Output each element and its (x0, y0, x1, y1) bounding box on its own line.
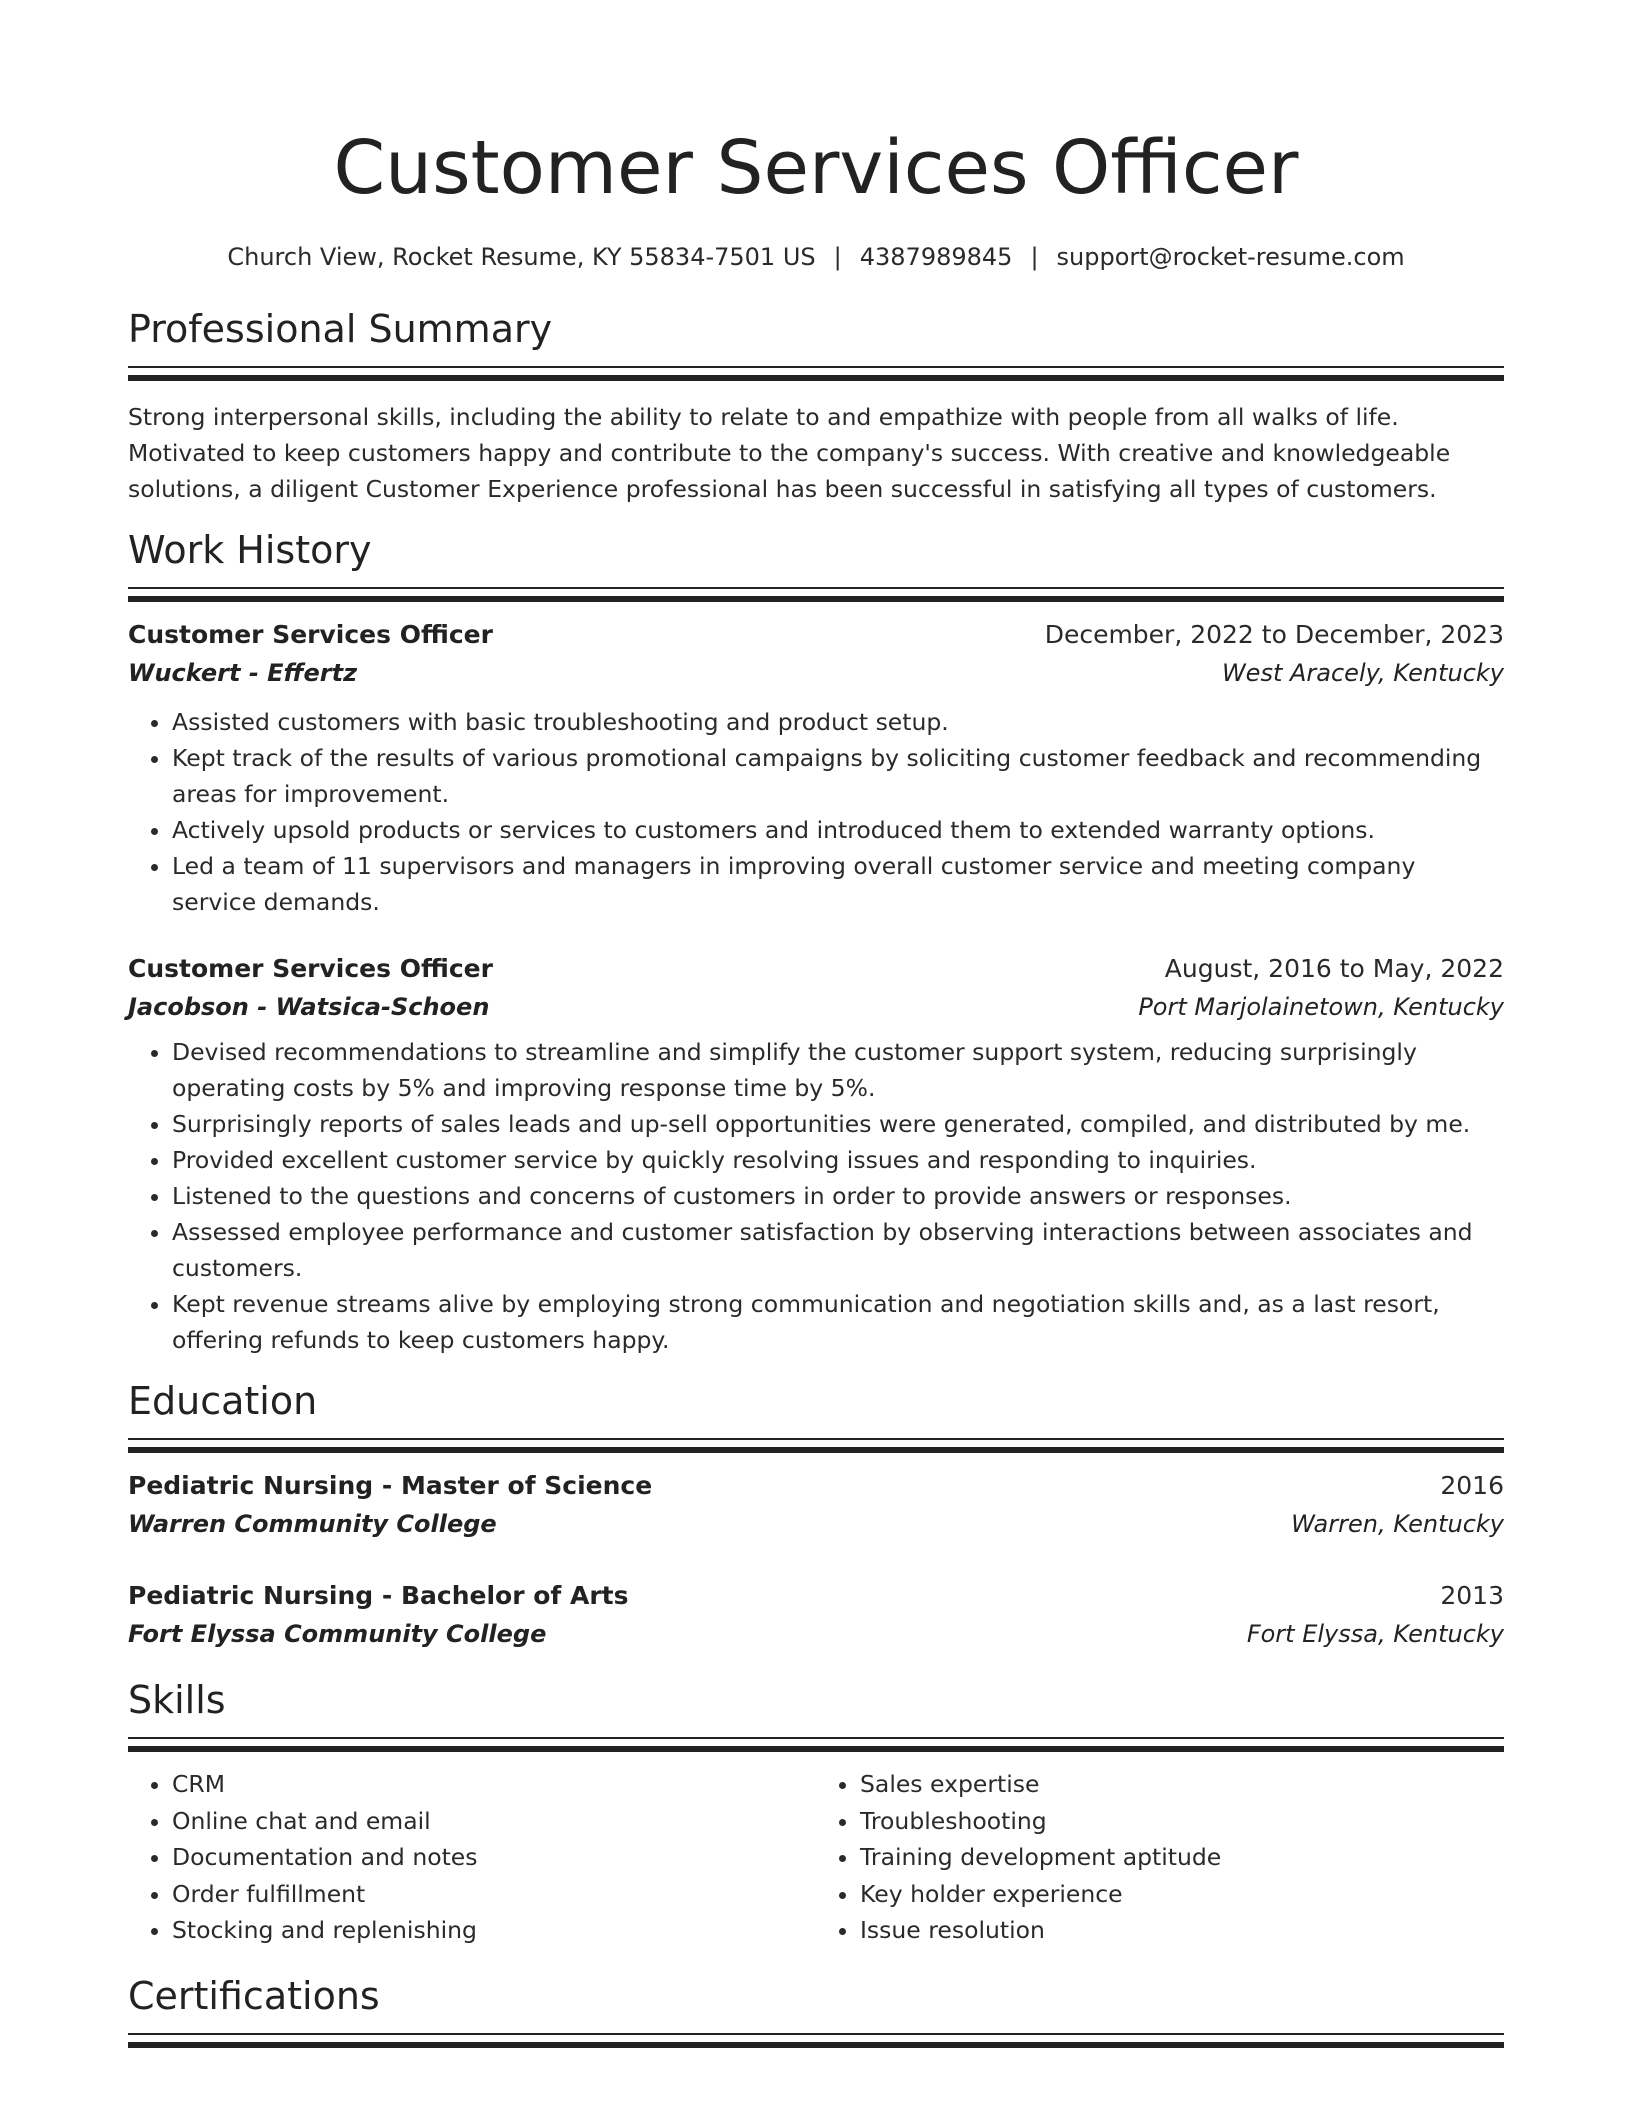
job-dates: December, 2022 to December, 2023 (1044, 620, 1504, 649)
list-item: • Kept revenue streams alive by employing strong communication and negotiation skills and, as a last resort, offering refunds to keep customers happy. (172, 1286, 1504, 1358)
section-rule-thick (128, 596, 1504, 602)
section-rule-thin (128, 366, 1504, 368)
job-bullets (128, 704, 1504, 920)
job-subheader (128, 654, 1504, 692)
contact-phone: 4387989845 (859, 243, 1013, 271)
list-item: • Training development aptitude (860, 1839, 1504, 1876)
section-rule-thick (128, 1447, 1504, 1453)
list-item: • Key holder experience (860, 1876, 1504, 1913)
education-location: Warren, Kentucky (1291, 1510, 1504, 1538)
list-item: • Surprisingly reports of sales leads and up-sell opportunities were generated, compiled, and distributed by me. (172, 1106, 1504, 1142)
job-company: Jacobson - Watsica-Schoen (128, 993, 490, 1021)
job-entry (128, 616, 1504, 920)
list-item: • Stocking and replenishing (172, 1912, 816, 1949)
list-item: • CRM (172, 1766, 816, 1803)
skills-list (128, 1766, 816, 1949)
section-certifications (128, 1971, 1504, 2048)
job-header (128, 950, 1504, 988)
contact-address: Church View, Rocket Resume, KY 55834-7501 US (227, 243, 816, 271)
list-item: • Devised recommendations to streamline and simplify the customer support system, reducing surprisingly operating costs by 5% and improving response time by 5%. (172, 1034, 1504, 1106)
skills-list (816, 1766, 1504, 1949)
section-rule-thin (128, 1438, 1504, 1440)
education-entry (128, 1577, 1504, 1653)
list-item: • Issue resolution (860, 1912, 1504, 1949)
education-location: Fort Elyssa, Kentucky (1246, 1620, 1504, 1648)
job-role: Customer Services Officer (128, 954, 493, 983)
job-subheader (128, 988, 1504, 1026)
section-rule-thick (128, 1746, 1504, 1752)
job-dates: August, 2016 to May, 2022 (1164, 954, 1504, 983)
list-item: • Troubleshooting (860, 1803, 1504, 1840)
resume-page (128, 0, 1504, 2048)
list-item: • Actively upsold products or services to customers and introduced them to extended warranty options. (172, 812, 1504, 848)
skills-column-right (816, 1766, 1504, 1949)
education-entry (128, 1467, 1504, 1543)
list-item: • Listened to the questions and concerns of customers in order to provide answers or responses. (172, 1178, 1504, 1214)
section-title: Work History (128, 528, 372, 572)
job-location: Port Marjolainetown, Kentucky (1138, 993, 1504, 1021)
section-rule-thick (128, 375, 1504, 381)
list-item: • Provided excellent customer service by quickly resolving issues and responding to inquiries. (172, 1142, 1504, 1178)
section-summary (128, 304, 1504, 507)
contact-email: support@rocket-resume.com (1056, 243, 1405, 271)
section-rule-thin (128, 1737, 1504, 1739)
education-year: 2016 (1440, 1471, 1504, 1500)
job-header (128, 616, 1504, 654)
education-school: Fort Elyssa Community College (128, 1620, 547, 1648)
job-bullets (128, 1034, 1504, 1358)
education-degree: Pediatric Nursing - Master of Science (128, 1471, 653, 1500)
section-title: Professional Summary (128, 307, 553, 351)
education-subheader (128, 1505, 1504, 1543)
section-title: Skills (128, 1678, 226, 1722)
section-title: Education (128, 1379, 318, 1423)
list-item: • Sales expertise (860, 1766, 1504, 1803)
education-year: 2013 (1440, 1581, 1504, 1610)
section-education (128, 1376, 1504, 1653)
job-company: Wuckert - Effertz (128, 659, 358, 687)
job-location: West Aracely, Kentucky (1221, 659, 1504, 687)
section-skills (128, 1675, 1504, 1949)
section-title: Certifications (128, 1973, 380, 2018)
list-item: • Order fulfillment (172, 1876, 816, 1913)
education-school: Warren Community College (128, 1510, 497, 1538)
summary-text: Strong interpersonal skills, including the ability to relate to and empathize with people from all walks of life. Motivated to keep customers happy and contribute to the company's success. With creative and knowledgeable solutions, a diligent Customer Experience professional has been successful in satisfying all types of customers. (128, 403, 1451, 503)
job-role: Customer Services Officer (128, 620, 493, 649)
list-item: • Led a team of 11 supervisors and managers in improving overall customer service and meeting company service demands. (172, 848, 1504, 920)
list-item: • Online chat and email (172, 1803, 816, 1840)
education-subheader (128, 1615, 1504, 1653)
section-rule-thin (128, 2033, 1504, 2035)
list-item: • Assisted customers with basic troubleshooting and product setup. (172, 704, 1504, 740)
list-item: • Kept track of the results of various promotional campaigns by soliciting customer feedback and recommending areas for improvement. (172, 740, 1504, 812)
contact-line (128, 240, 1504, 274)
list-item: • Assessed employee performance and customer satisfaction by observing interactions between associates and customers. (172, 1214, 1504, 1286)
skills-column-left (128, 1766, 816, 1949)
education-degree: Pediatric Nursing - Bachelor of Arts (128, 1581, 629, 1610)
skills-columns (128, 1766, 1504, 1949)
resume-name: Customer Services Officer (333, 125, 1299, 211)
section-rule-thin (128, 587, 1504, 589)
job-entry (128, 950, 1504, 1358)
education-header (128, 1577, 1504, 1615)
list-item: • Documentation and notes (172, 1839, 816, 1876)
contact-separator: | (833, 243, 842, 271)
section-rule-thick (128, 2042, 1504, 2048)
education-header (128, 1467, 1504, 1505)
contact-separator: | (1030, 243, 1039, 271)
section-work-history (128, 525, 1504, 1358)
